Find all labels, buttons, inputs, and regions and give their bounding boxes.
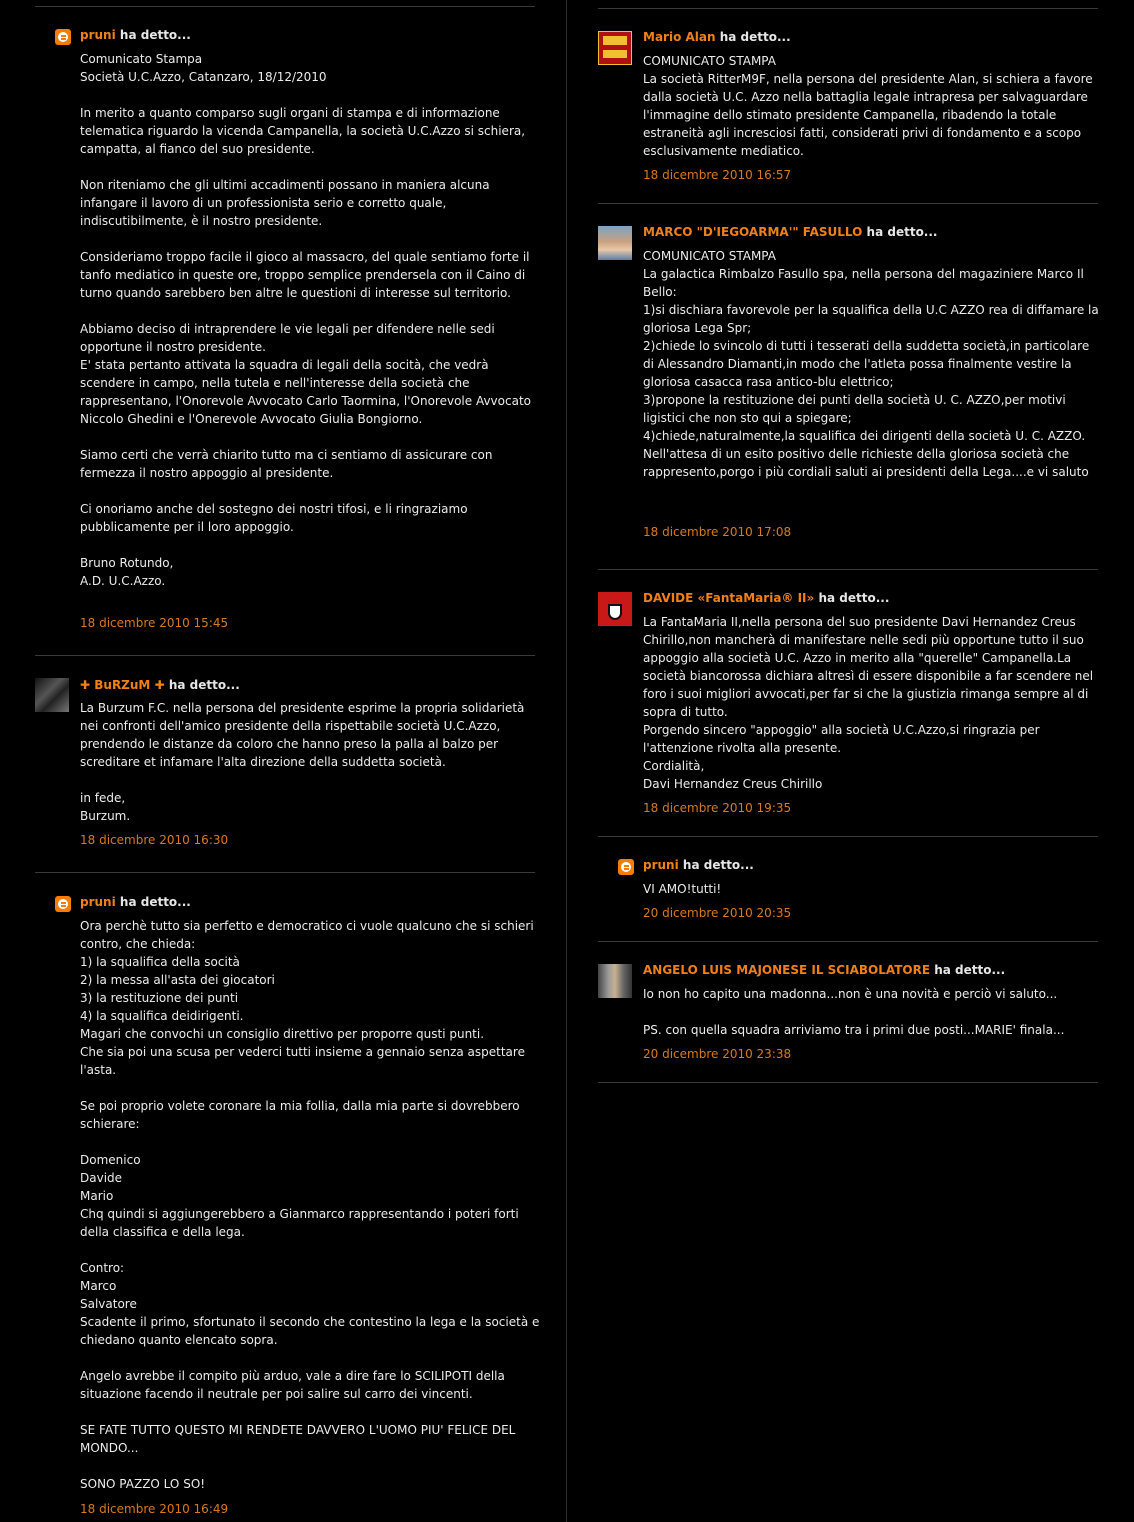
comment-body: Io non ho capito una madonna...non è una novità e perciò vi saluto... PS. con quella squadra arriviamo tra i primi due posti...MARIE' finala... xyxy=(643,987,1065,1037)
column-divider xyxy=(566,0,567,1522)
author-link[interactable]: Mario Alan xyxy=(643,30,716,44)
says-label: ha detto... xyxy=(682,858,754,872)
comment-author-line xyxy=(643,28,791,46)
comment-author-line xyxy=(643,589,889,607)
says-label: ha detto... xyxy=(934,963,1006,977)
says-label: ha detto... xyxy=(168,678,240,692)
comment-timestamp-link[interactable]: 20 dicembre 2010 23:38 xyxy=(643,1047,792,1061)
photo-avatar[interactable] xyxy=(598,964,632,998)
author-link[interactable]: DAVIDE «FantaMaria® II» xyxy=(643,591,815,605)
comment-author-line xyxy=(80,893,191,911)
comment-body: La FantaMaria II,nella persona del suo presidente Davi Hernandez Creus Chirillo,non mancherà di manifestare nelle sedi più opportune tutto il suo appoggio alla società U.C. Azzo in merito alla "querelle" Campanella.La società biancorossa dichiara altresì di essere disponibile a far scendere nel foro i suoi migliori avvocati,per far si che la giustizia rimanga sempre al di sopra di tutto. Porgendo sincero "appoggio" alla società U.C.Azzo,si ringrazia per l'attenzione rivolta alla presente. Cordialità, Davi Hernandez Creus Chirillo xyxy=(643,615,1094,791)
comment-timestamp-link[interactable]: 18 dicembre 2010 15:45 xyxy=(80,616,229,630)
says-label: ha detto... xyxy=(119,28,191,42)
says-label: ha detto... xyxy=(719,30,791,44)
comment-body: COMUNICATO STAMPA La società RitterM9F, nella persona del presidente Alan, si schiera a favore dalla società U.C. Azzo nella battaglia legale intrapresa per salvaguardare l'immagine dello stimato presidente Campanella, ribadendo la totale estraneità agli incresciosi fatti, considerati privi di fondamento e a scopo esclusivamente mediatico. xyxy=(643,54,1093,158)
comment-body: Ora perchè tutto sia perfetto e democratico ci vuole qualcuno che si schieri contro, che chieda: 1) la squalifica della socità 2) la messa all'asta dei giocatori 3) la restituzione dei punti 4) la squalifica deidirigenti. Magari che convochi un consiglio direttivo per proporre qusti punti. Che sia poi una scusa per vederci tutti insieme a gennaio senza aspettare l'asta. Se poi proprio volete coronare la mia follia, dalla mia parte si dovrebbero schierare: Domenico Davide Mario Chq quindi si aggiungerebbero a Gianmarco rappresentando i poteri forti della classifica e della lega. Contro: Marco Salvatore Scadente il primo, sfortunato il secondo che contestino la lega e la società e chiedano quanto elencato sopra. Angelo avrebbe il compito più arduo, vale a dire fare lo SCILIPOTI della situazione facendo il neutrale per poi salire sul carro dei vincenti. SE FATE TUTTO QUESTO MI RENDETE DAVVERO L'UOMO PIU' FELICE DEL MONDO... SONO PAZZO LO SO! xyxy=(80,919,540,1491)
comment-timestamp-link[interactable]: 18 dicembre 2010 16:30 xyxy=(80,833,229,847)
blogger-icon xyxy=(618,859,634,875)
divider xyxy=(35,655,535,656)
divider xyxy=(598,1082,1098,1083)
author-link[interactable]: pruni xyxy=(643,858,679,872)
divider xyxy=(598,8,1098,9)
divider xyxy=(598,203,1098,204)
divider xyxy=(35,872,535,873)
comment-author-line xyxy=(643,961,1005,979)
divider xyxy=(35,6,535,7)
ritter-logo-avatar[interactable] xyxy=(598,31,632,65)
burzum-avatar[interactable] xyxy=(35,678,69,712)
cross-icon: ✚ xyxy=(154,678,165,692)
comment-timestamp-link[interactable]: 18 dicembre 2010 17:08 xyxy=(643,525,792,539)
says-label: ha detto... xyxy=(818,591,890,605)
comment-author-line xyxy=(643,856,754,874)
says-label: ha detto... xyxy=(119,895,191,909)
comment-author-line xyxy=(80,676,240,694)
comment-body: COMUNICATO STAMPA La galactica Rimbalzo Fasullo spa, nella persona del magaziniere Marco Il Bello: 1)si dischiara favorevole per la squalifica della U.C AZZO rea di diffamare la gloriosa Lega Spr; 2)chiede lo svincolo di tutti i tesserati della suddetta società,in particolare di Alessandro Diamanti,in modo che l'atleta possa finalmente vestire la gloriosa casacca rasa antico-blu elettrico; 3)propone la restituzione dei punti della società U. C. AZZO,per motivi ligistici che non sto qui a spiegare; 4)chiede,naturalmente,la squalifica dei dirigenti della società U. C. AZZO. Nell'attesa di un esito positivo delle richieste della gloriosa società che rappresento,porgo i più cordiali saluti ai presidenti della Lega....e vi saluto xyxy=(643,249,1099,479)
says-label: ha detto... xyxy=(866,225,938,239)
comment-body: La Burzum F.C. nella persona del presidente esprime la propria solidarietà nei confronti dell'amico presidente della rispettabile società U.C.Azzo, prendendo le distanze da coloro che hanno preso la palla al balzo per screditare et infamare l'alta direzione della suddetta società. in fede, Burzum. xyxy=(80,701,525,823)
comment-timestamp-link[interactable]: 20 dicembre 2010 20:35 xyxy=(643,906,792,920)
comment-body: VI AMO!tutti! xyxy=(643,882,722,896)
author-link[interactable]: MARCO "D'IEGOARMA'" FASULLO xyxy=(643,225,863,239)
author-link[interactable]: BuRZuM xyxy=(94,678,151,692)
divider xyxy=(598,569,1098,570)
blogger-icon xyxy=(55,896,71,912)
comment-author-line xyxy=(80,26,191,44)
author-link[interactable]: pruni xyxy=(80,895,116,909)
photo-avatar[interactable] xyxy=(598,226,632,260)
comment-author-line xyxy=(643,223,938,241)
divider xyxy=(598,836,1098,837)
cross-icon: ✚ xyxy=(80,678,91,692)
fantamaria-logo-avatar[interactable] xyxy=(598,592,632,626)
comment-timestamp-link[interactable]: 18 dicembre 2010 16:49 xyxy=(80,1502,229,1516)
comment-timestamp-link[interactable]: 18 dicembre 2010 16:57 xyxy=(643,168,792,182)
blogger-icon xyxy=(55,29,71,45)
divider xyxy=(598,941,1098,942)
comment-timestamp-link[interactable]: 18 dicembre 2010 19:35 xyxy=(643,801,792,815)
author-link[interactable]: pruni xyxy=(80,28,116,42)
author-link[interactable]: ANGELO LUIS MAJONESE IL SCIABOLATORE xyxy=(643,963,931,977)
comment-body: Comunicato Stampa Società U.C.Azzo, Catanzaro, 18/12/2010 In merito a quanto comparso sugli organi di stampa e di informazione telematica riguardo la vicenda Campanella, la società U.C.Azzo si schiera, campatta, al fianco del suo presidente. Non riteniamo che gli ultimi accadimenti possano in maniera alcuna infangare il lavoro di un professionista serio e corretto quale, indiscutibilmente, è il nostro presidente. Consideriamo troppo facile il gioco al massacro, del quale sentiamo forte il tanfo mediatico in queste ore, troppo semplice prendersela con il Caino di turno quando sarebbero ben altre le questioni di interesse sul territorio. Abbiamo deciso di intraprendere le vie legali per difendere nelle sedi opportune il nostro presidente. E' stata pertanto attivata la squadra di legali della socità, che vedrà scendere in campo, nella tutela e nell'interesse della società che rappresentano, l'Onorevole Avvocato Carlo Taormina, l'Onorevole Avvocato Niccolo Ghedini e l'Onerevole Avvocato Giulia Bongiorno. Siamo certi che verrà chiarito tutto ma ci sentiamo di assicurare con fermezza il nostro appoggio al presidente. Ci onoriamo anche del sostegno dei nostri tifosi, e li ringraziamo pubblicamente per il loro appoggio. Bruno Rotundo, A.D. U.C.Azzo. xyxy=(80,52,531,588)
